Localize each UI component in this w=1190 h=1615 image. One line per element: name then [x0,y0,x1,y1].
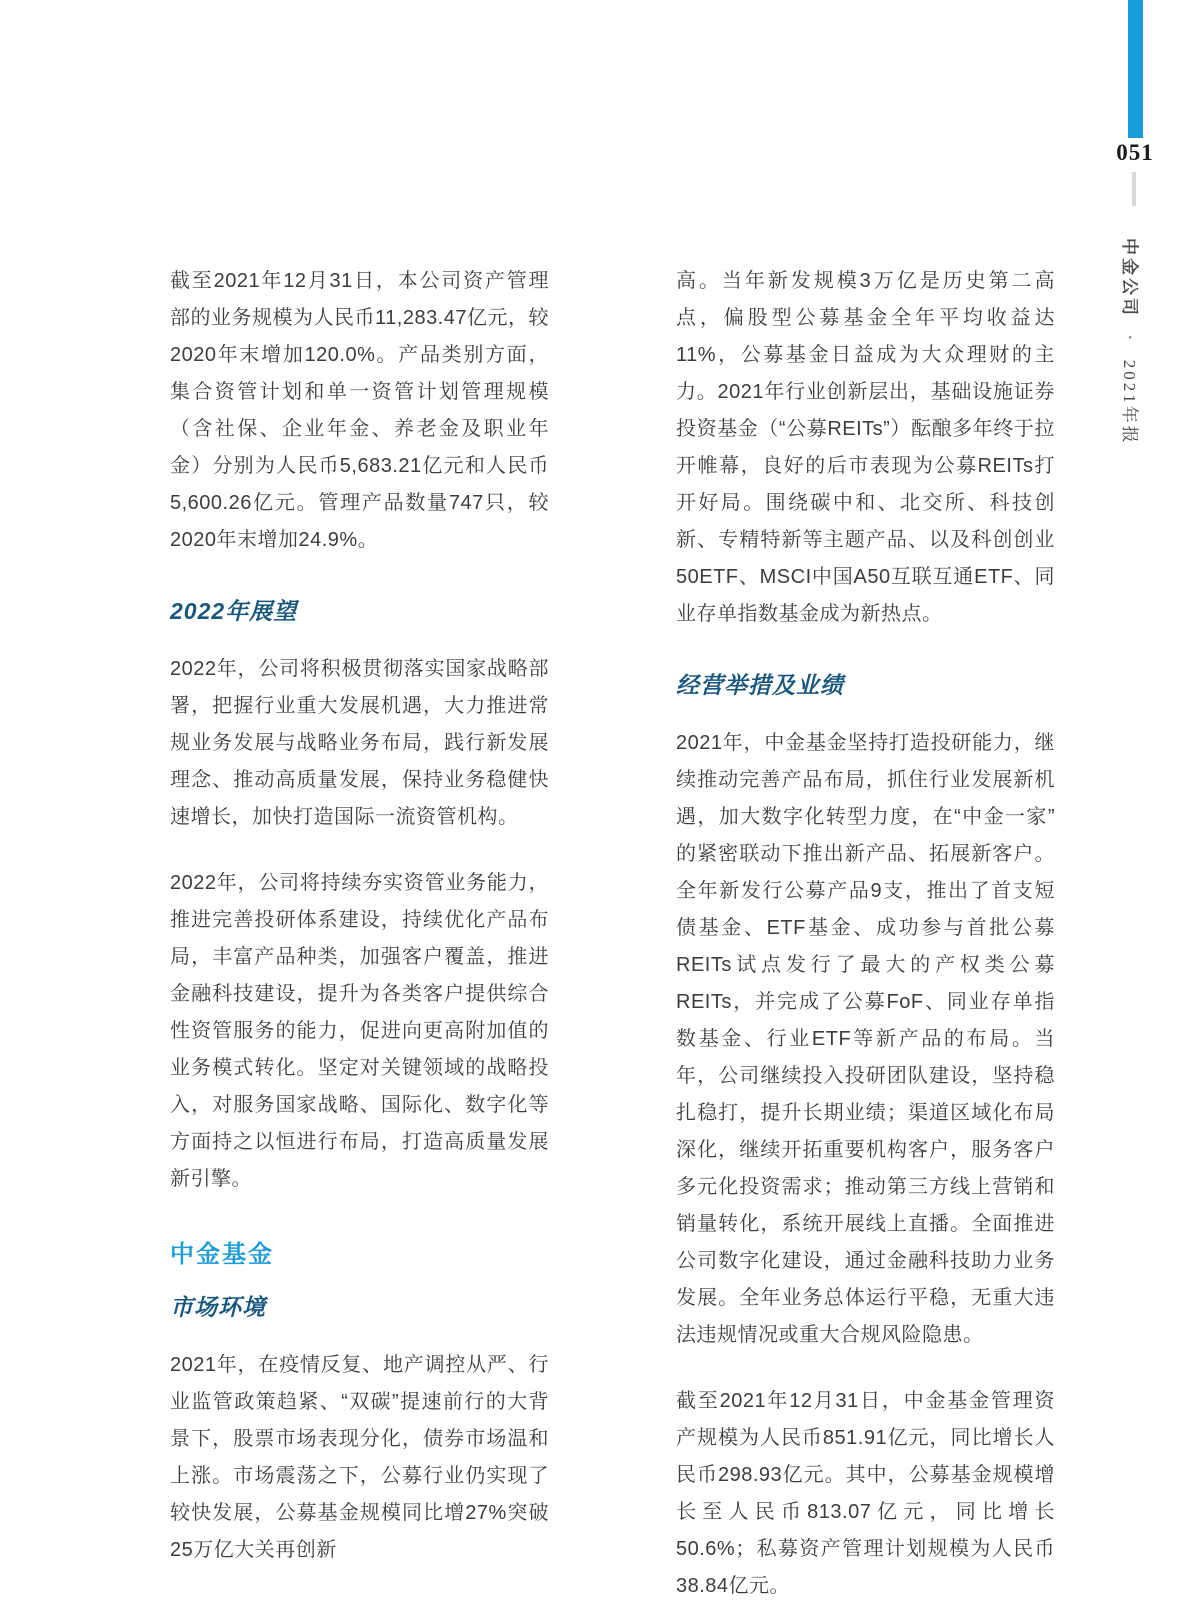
heading-2022-outlook: 2022年展望 [170,598,298,624]
paragraph-fund-aum: 截至2021年12月31日，中金基金管理资产规模为人民币851.91亿元，同比增长人民币298.93亿元。其中，公募基金规模增长至人民币813.07亿元，同比增长50.6%；私募资产管理计划规模为人民币38.84亿元。 [676,1390,1055,1597]
paragraph-market-environment: 2021年，在疫情反复、地产调控从严、行业监管政策趋紧、“双碳”提速前行的大背景下，股票市场表现分化，债券市场温和上涨。市场震荡之下，公募行业仍实现了较快发展，公募基金规模同比增27%突破25万亿大关再创新 [170,1354,549,1561]
right-column [676,263,1055,1605]
side-caption [1119,238,1144,446]
heading-cicc-fund: 中金基金 [170,1241,274,1268]
paragraph-outlook-strategy: 2022年，公司将积极贯彻落实国家战略部署，把握行业重大发展机遇，大力推进常规业务发展与战略业务布局，践行新发展理念、推动高质量发展，保持业务稳健快速增长，加快打造国际一流资管机构。 [170,658,549,828]
paragraph-operations-measures: 2021年，中金基金坚持打造投研能力，继续推动完善产品布局，抓住行业发展新机遇，加大数字化转型力度，在“中金一家”的紧密联动下推出新产品、拓展新客户。全年新发行公募产品9支，推出了首支短债基金、ETF基金、成功参与首批公募REITs试点发行了最大的产权类公募REITs，并完成了公募FoF、同业存单指数基金、行业ETF等新产品的布局。当年，公司继续投入投研团队建设，坚持稳扎稳打，提升长期业绩；渠道区域化布局深化，继续开拓重要机构客户，服务客户多元化投资需求；推动第三方线上营销和销量转化，系统开展线上直播。全面推进公司数字化建设，通过金融科技助力业务发展。全年业务总体运行平稳，无重大违法违规情况或重大合规风险隐患。 [676,732,1055,1346]
side-caption-edition: 2021年报 [1120,359,1139,446]
left-column [170,263,549,1569]
side-caption-bullet-icon: • [1123,335,1137,343]
top-accent-bar [1128,0,1143,138]
heading-operations-results: 经营举措及业绩 [676,672,844,698]
page-number: 051 [1116,140,1154,165]
paragraph-outlook-capability: 2022年，公司将持续夯实资管业务能力，推进完善投研体系建设，持续优化产品布局，丰富产品种类，加强客户覆盖，推进金融科技建设，提升为各类客户提供综合性资管服务的能力，促进向更高附加值的业务模式转化。坚定对关键领域的战略投入，对服务国家战略、国际化、数字化等方面持之以恒进行布局，打造高质量发展新引擎。 [170,872,549,1190]
paragraph-market-environment-continued: 高。当年新发规模3万亿是历史第二高点，偏股型公募基金全年平均收益达11%，公募基金日益成为大众理财的主力。2021年行业创新层出，基础设施证券投资基金（“公募REITs”）酝酿多年终于拉开帷幕，良好的后市表现为公募REITs打开好局。围绕碳中和、北交所、科技创新、专精特新等主题产品、以及科创创业50ETF、MSCI中国A50互联互通ETF、同业存单指数基金成为新热点。 [676,270,1055,625]
paragraph-asset-management-scale: 截至2021年12月31日，本公司资产管理部的业务规模为人民币11,283.47亿元，较2020年末增加120.0%。产品类别方面，集合资管计划和单一资管计划管理规模（含社保、企业年金、养老金及职业年金）分别为人民币5,683.21亿元和人民币5,600.26亿元。管理产品数量747只，较2020年末增加24.9%。 [170,270,549,551]
side-caption-company: 中金公司 [1120,238,1139,318]
page-number-rule [1132,172,1136,206]
heading-market-environment: 市场环境 [170,1294,266,1320]
